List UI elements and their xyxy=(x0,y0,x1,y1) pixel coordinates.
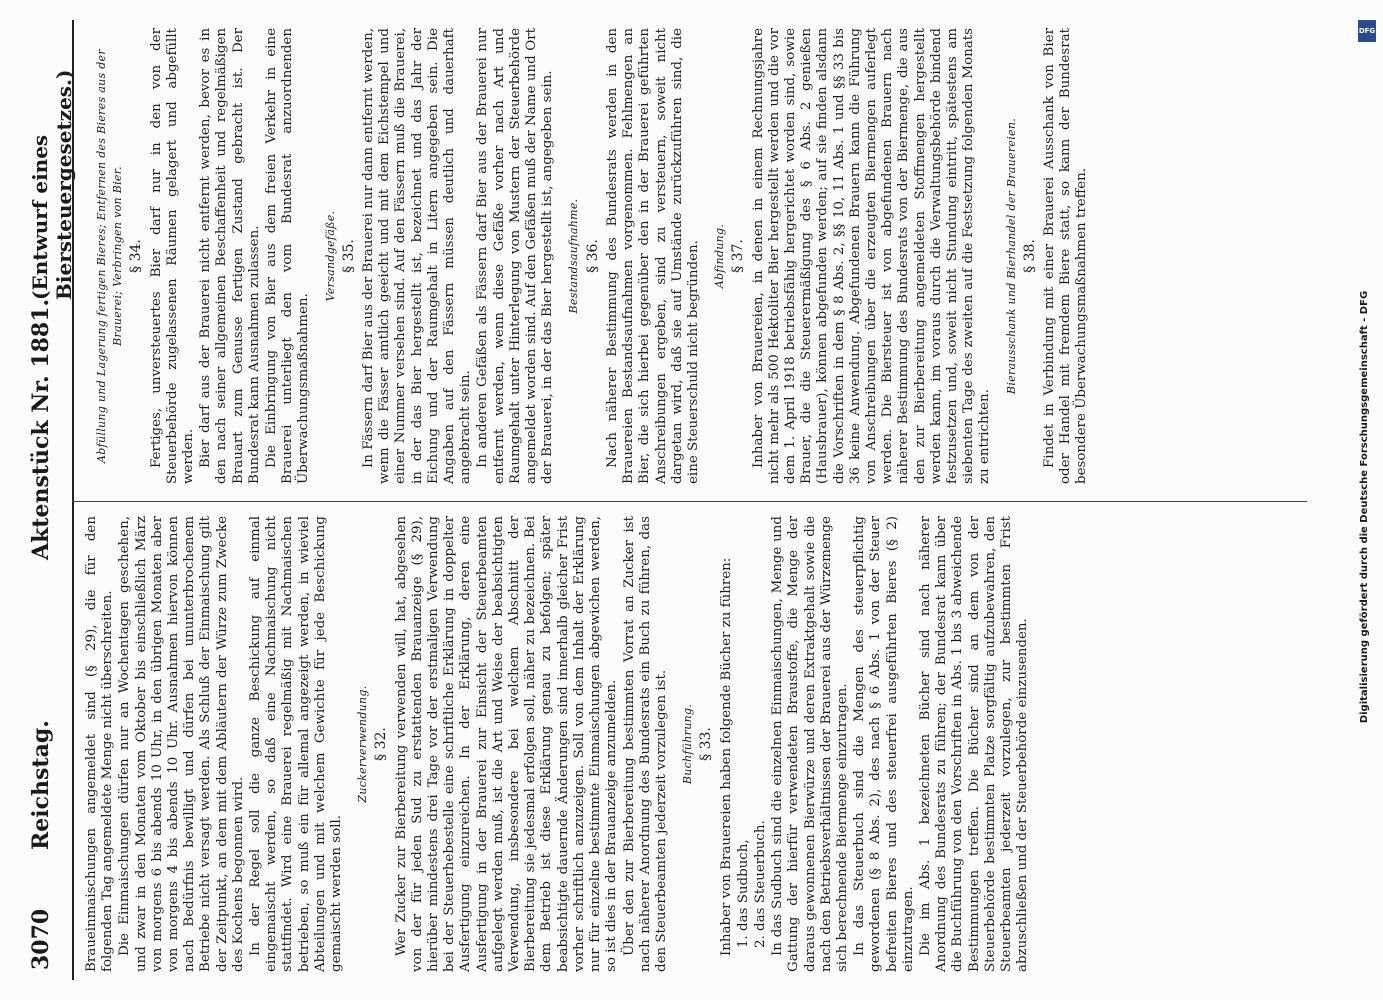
paragraph: In das Sudbuch sind die einzelnen Einmaischungen, Menge und Gattung der hierfür verwendeten Braustoffe, die Menge der daraus gewonnenen Bierwürze und deren Extraktgehalt sowie die nach den Betriebsverhältnissen der Brauerei aus der Würzemenge sich berechnende Biermenge einzutragen. xyxy=(770,516,850,972)
right-column xyxy=(84,28,1092,484)
digitization-sidebar xyxy=(1356,20,1378,980)
dfg-logo: DFG xyxy=(1358,20,1376,42)
paragraph: In das Steuerbuch sind die Mengen des steuerpflichtig gewordenen (§ 8 Abs. 2), des nach § 6 Abs. 1 von der Steuer befreiten Bieres und des steuerfrei ausgeführten Bieres (§ 2) einzutragen. xyxy=(852,516,916,972)
header-title: (Entwurf eines Biersteuergesetzes.) xyxy=(28,69,76,300)
paragraph: Inhaber von Brauereien haben folgende Bücher zu führen: xyxy=(718,557,734,956)
paragraph: Wer Zucker zur Bierbereitung verwenden will, hat, abgesehen von der für jeden Sud zu erstattenden Brauanzeige (§ 29), hierüber mindestens drei Tage vor der erstmaligen Verwendung bei der Steuerhebestelle eine schriftliche Erklärung in doppelter Ausfertigung einzureichen. In der Erklärung, deren eine Ausfertigung in der Brauerei zur Einsicht der Steuerbeamten aufgelegt werden muß, ist die Art und Weise der beabsichtigten Verwendung, insbesondere bei welchem Abschnitt der Bierbereitung sie jedesmal erfolgen soll, näher zu bezeichnen. Bei dem Betrieb ist diese Erklärung genau zu befolgen; später beabsichtigte dauernde Änderungen sind innerhalb gleicher Frist vorher schriftlich anzuzeigen. Soll von dem Inhalt der Erklärung nur für einzelne bestimmte Einmaischungen abgewichen werden, so ist dies in der Brauanzeige anzumelden. xyxy=(393,516,620,972)
list-item: 2. das Steuerbuch. xyxy=(752,820,768,948)
paragraph: Die Einbringung von Bier aus dem freien Verkehr in eine Brauerei unterliegt den vom Bundesrat anzuordnenden Überwachungsmaßnahmen. xyxy=(264,28,312,484)
column-divider xyxy=(72,501,1307,502)
paragraph: Über den zur Bierbereitung bestimmten Vorrat an Zucker ist nach näherer Anordnung des Bundesrats ein Buch zu führen, das den Steuerbeamten jederzeit vorzulegen ist. xyxy=(621,516,669,972)
section-heading: Bierausschank und Bierhandel der Brauereien. xyxy=(1004,117,1018,395)
list-item: 1. das Sudbuch, xyxy=(735,839,751,948)
rotated-content xyxy=(20,20,1320,980)
section-heading: Buchführung. xyxy=(681,703,695,785)
digitization-credit: Digitalisierung gefördert durch die Deutsche Forschungsgemeinschaft - DFG xyxy=(1359,290,1370,724)
section-number: § 32. xyxy=(373,727,390,761)
paragraph: Die Einmaischungen dürfen nur an Wochentagen geschehen, und zwar in den Monaten vom Oktober bis einschließlich März von morgens 6 bis abends 10 Uhr, in den übrigen Monaten aber von morgens 4 bis abends 10 Uhr. Ausnahmen hiervon können nach Bedürfnis bewilligt und dürfen bei ununterbrochenem Betriebe nicht versagt werden. Als Schluß der Einmaischung gilt der Zeitpunkt, an dem mit dem Abläutern der Würze zum Zwecke des Kochens begonnen wird. xyxy=(117,516,246,972)
paragraph: Inhaber von Brauereien, in denen in einem Rechnungsjahre nicht mehr als 500 Hektoliter Bier hergestellt werden und die vor dem 1. April 1918 betriebsfähig hergerichtet worden sind, sowie Brauer, die die Steuerermäßigung des § 6 Abs. 2 genießen (Hausbrauer), können abgefunden werden; auf sie finden alsdann die Vorschriften in dem § 8 Abs. 2, §§ 10, 11 Abs. 1 und §§ 33 bis 36 keine Anwendung. Abgefundenen Brauern kann die Führung von Anschreibungen über die erzeugten Biermengen auferlegt werden. Die Biersteuer ist von abgefundenen Brauern nach näherer Bestimmung des Bundesrats von der Biermenge, die aus den zur Bierbereitung angemeldeten Stoffmengen hergestellt werden kann, im voraus durch die Verwaltungsbehörde bindend festzusetzen und, soweit nicht Stundung eintritt, spätestens am siebenten Tage des zweiten auf die Festsetzung folgenden Monats zu entrichten. xyxy=(750,28,993,484)
section-number: § 36. xyxy=(584,239,601,273)
paragraph: Die im Abs. 1 bezeichneten Bücher sind nach näherer Anordnung des Bundesrats zu führen; der Bundesrat kann über die Buchführung von den Vorschriften in Abs. 1 bis 3 abweichende Bestimmungen treffen. Die Bücher sind an dem von der Steuerbehörde bestimmten Platze sorgfältig aufzubewahren, den Steuerbeamten jederzeit vorzulegen, zur bestimmten Frist abzuschließen und der Steuerbehörde einzusenden. xyxy=(917,516,1031,972)
paragraph: Nach näherer Bestimmung des Bundesrats werden in den Brauereien Bestandsaufnahmen vorgenommen. Fehlmengen an Bier, die sich hierbei gegenüber den in der Brauerei geführten Anschreibungen ergeben, sind zu versteuern, soweit nicht dargetan wird, daß sie auf Umstände zurückzuführen sind, die eine Steuerschuld nicht begründen. xyxy=(604,28,701,484)
page-header xyxy=(20,20,74,980)
paragraph: Bier darf aus der Brauerei nicht entfernt werden, bevor es in den nach seiner allgemeinen Beschaffenheit und regelmäßigen Brauart zum Genusse fertigen Zustand gebracht ist. Der Bundesrat kann Ausnahmen zulassen. xyxy=(198,28,262,484)
section-number: § 38. xyxy=(1021,239,1038,273)
page-number: 3070 xyxy=(28,908,54,970)
paragraph: In anderen Gefäßen als Fässern darf Bier aus der Brauerei nur entfernt werden, wenn diese Gefäße vorher nach Art und Raumgehalt unter Hinterlegung von Mustern der Steuerbehörde angemeldet worden sind. Auf den Gefäßen muß der Name und Ort der Brauerei, in der das Bier hergestellt ist, angegeben sein. xyxy=(475,28,556,484)
section-heading: Abfindung. xyxy=(713,223,727,289)
section-number: § 34. xyxy=(128,239,145,273)
section-heading: Bestandsaufnahme. xyxy=(567,198,581,314)
left-column xyxy=(84,516,1032,972)
paragraph: In der Regel soll die ganze Beschickung auf einmal eingemaischt werden, so daß eine Nachmaischung nicht stattfindet. Wird eine Brauerei regelmäßig mit Nachmaischen betrieben, so muß ein für allemal angezeigt werden, in wieviel Abteilungen und mit welchem Gewichte für jede Beschickung gemaischt werden soll. xyxy=(248,516,345,972)
header-doc-number: Aktenstück Nr. 1881. xyxy=(28,298,54,560)
section-heading: Abfüllung und Lagerung fertigen Bieres; Entfernen des Bieres aus der Brauerei; Verbringen von Bier. xyxy=(95,49,125,463)
paragraph: Braueinmaischungen angemeldet sind (§ 29), die für den folgenden Tag angemeldete Menge nicht überschreiten. xyxy=(84,516,116,972)
section-number: § 35. xyxy=(340,239,357,273)
section-number: § 37. xyxy=(730,239,747,273)
section-heading: Zuckerverwendung. xyxy=(356,685,370,803)
paragraph: Fertiges, unversteuertes Bier darf nur in den von der Steuerbehörde zugelassenen Räumen gelagert und abgefüllt werden. xyxy=(148,28,197,484)
header-org: Reichstag. xyxy=(28,720,54,850)
paragraph: Findet in Verbindung mit einer Brauerei Ausschank von Bier oder Handel mit fremdem Biere statt, so kann der Bundesrat besondere Überwachungsmaßnahmen treffen. xyxy=(1041,28,1090,484)
section-heading: Versandgefäße. xyxy=(323,210,337,302)
section-number: § 33. xyxy=(698,727,715,761)
paragraph: In Fässern darf Bier aus der Brauerei nur dann entfernt werden, wenn die Fässer amtlich geeicht und mit dem Eichstempel und einer Nummer versehen sind. Auf den Fässern muß die Brauerei, in der das Bier hergestellt ist, bezeichnet und das Jahr der Eichung und der Raumgehalt in Litern angegeben sein. Die Angaben auf den Fässern müssen deutlich und dauerhaft angebracht sein. xyxy=(361,28,474,484)
